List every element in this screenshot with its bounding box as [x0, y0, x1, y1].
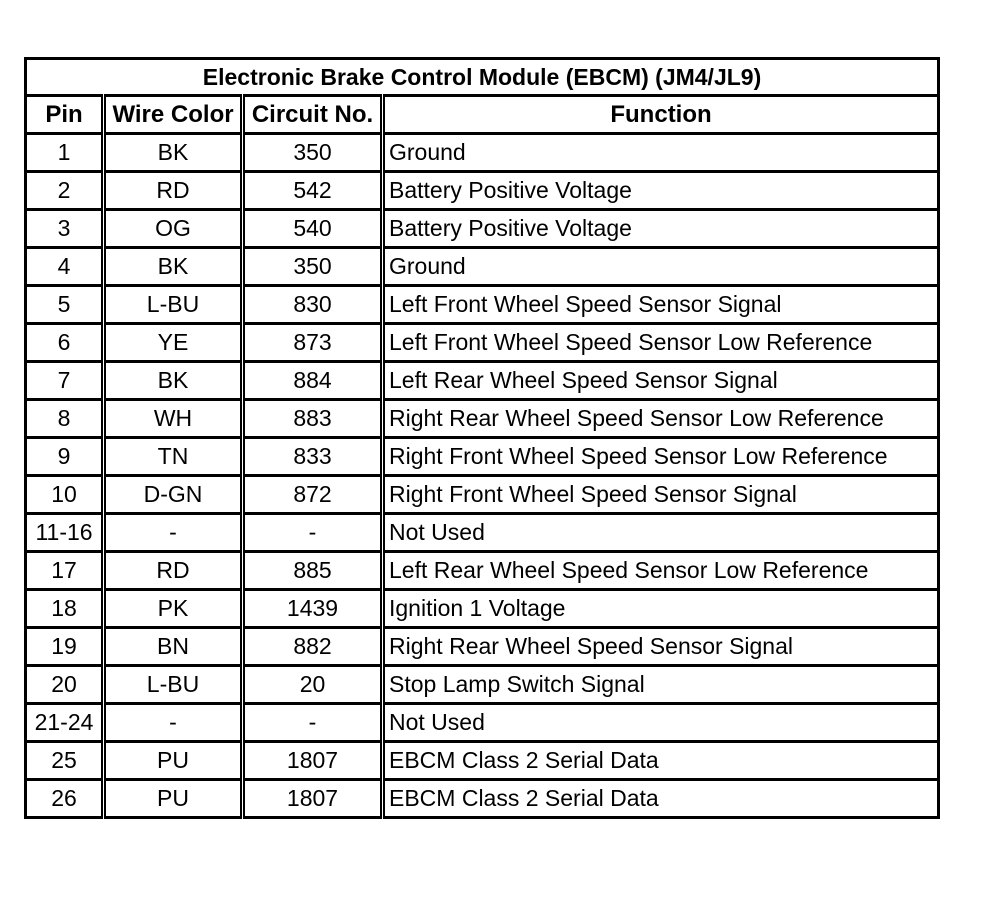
circuit-no-cell: 542: [243, 172, 383, 210]
pin-cell: 11-16: [26, 514, 104, 552]
table-row: [26, 248, 939, 286]
connector-pinout-table: [24, 57, 940, 819]
circuit-no-cell: 873: [243, 324, 383, 362]
header-wire-color: Wire Color: [104, 96, 243, 134]
table-row: [26, 324, 939, 362]
wire-color-cell: PK: [104, 590, 243, 628]
function-cell: Left Front Wheel Speed Sensor Low Reference: [383, 324, 939, 362]
circuit-no-cell: 1439: [243, 590, 383, 628]
wire-color-cell: PU: [104, 742, 243, 780]
table-row: [26, 666, 939, 704]
pin-cell: 17: [26, 552, 104, 590]
pin-cell: 9: [26, 438, 104, 476]
function-cell: Stop Lamp Switch Signal: [383, 666, 939, 704]
function-cell: Right Rear Wheel Speed Sensor Signal: [383, 628, 939, 666]
pin-cell: 8: [26, 400, 104, 438]
circuit-no-cell: 830: [243, 286, 383, 324]
wire-color-cell: RD: [104, 172, 243, 210]
circuit-no-cell: -: [243, 704, 383, 742]
function-cell: Not Used: [383, 704, 939, 742]
wire-color-cell: BN: [104, 628, 243, 666]
table-row: [26, 742, 939, 780]
table-title: Electronic Brake Control Module (EBCM) (JM4/JL9): [26, 59, 939, 96]
function-cell: Right Front Wheel Speed Sensor Low Reference: [383, 438, 939, 476]
circuit-no-cell: 350: [243, 134, 383, 172]
table-row: [26, 552, 939, 590]
wire-color-cell: WH: [104, 400, 243, 438]
pin-cell: 25: [26, 742, 104, 780]
function-cell: Right Front Wheel Speed Sensor Signal: [383, 476, 939, 514]
table-row: [26, 400, 939, 438]
table-row: [26, 780, 939, 818]
function-cell: Left Rear Wheel Speed Sensor Signal: [383, 362, 939, 400]
table-header-row: [26, 96, 939, 134]
wire-color-cell: -: [104, 704, 243, 742]
pin-cell: 2: [26, 172, 104, 210]
pin-cell: 18: [26, 590, 104, 628]
pin-cell: 5: [26, 286, 104, 324]
wire-color-cell: L-BU: [104, 666, 243, 704]
header-pin: Pin: [26, 96, 104, 134]
function-cell: Battery Positive Voltage: [383, 172, 939, 210]
circuit-no-cell: 1807: [243, 742, 383, 780]
circuit-no-cell: -: [243, 514, 383, 552]
wire-color-cell: L-BU: [104, 286, 243, 324]
wire-color-cell: YE: [104, 324, 243, 362]
header-function: Function: [383, 96, 939, 134]
circuit-no-cell: 540: [243, 210, 383, 248]
circuit-no-cell: 885: [243, 552, 383, 590]
pin-cell: 26: [26, 780, 104, 818]
pin-cell: 3: [26, 210, 104, 248]
table-row: [26, 362, 939, 400]
header-circuit-no: Circuit No.: [243, 96, 383, 134]
function-cell: Ignition 1 Voltage: [383, 590, 939, 628]
pin-cell: 1: [26, 134, 104, 172]
function-cell: EBCM Class 2 Serial Data: [383, 780, 939, 818]
pin-cell: 19: [26, 628, 104, 666]
circuit-no-cell: 884: [243, 362, 383, 400]
wire-color-cell: BK: [104, 362, 243, 400]
function-cell: Left Rear Wheel Speed Sensor Low Reference: [383, 552, 939, 590]
table-title-row: [26, 59, 939, 96]
pin-cell: 20: [26, 666, 104, 704]
wire-color-cell: BK: [104, 134, 243, 172]
function-cell: Left Front Wheel Speed Sensor Signal: [383, 286, 939, 324]
pin-cell: 4: [26, 248, 104, 286]
function-cell: EBCM Class 2 Serial Data: [383, 742, 939, 780]
function-cell: Battery Positive Voltage: [383, 210, 939, 248]
wire-color-cell: OG: [104, 210, 243, 248]
function-cell: Ground: [383, 134, 939, 172]
wire-color-cell: RD: [104, 552, 243, 590]
pin-cell: 6: [26, 324, 104, 362]
wire-color-cell: PU: [104, 780, 243, 818]
pin-cell: 21-24: [26, 704, 104, 742]
table-row: [26, 438, 939, 476]
function-cell: Ground: [383, 248, 939, 286]
function-cell: Right Rear Wheel Speed Sensor Low Reference: [383, 400, 939, 438]
circuit-no-cell: 883: [243, 400, 383, 438]
table-row: [26, 172, 939, 210]
wire-color-cell: BK: [104, 248, 243, 286]
table-row: [26, 476, 939, 514]
table-row: [26, 704, 939, 742]
wire-color-cell: TN: [104, 438, 243, 476]
table-row: [26, 286, 939, 324]
wire-color-cell: -: [104, 514, 243, 552]
circuit-no-cell: 882: [243, 628, 383, 666]
pin-cell: 7: [26, 362, 104, 400]
table-row: [26, 210, 939, 248]
circuit-no-cell: 1807: [243, 780, 383, 818]
circuit-no-cell: 20: [243, 666, 383, 704]
circuit-no-cell: 833: [243, 438, 383, 476]
circuit-no-cell: 872: [243, 476, 383, 514]
wire-color-cell: D-GN: [104, 476, 243, 514]
circuit-no-cell: 350: [243, 248, 383, 286]
table-row: [26, 134, 939, 172]
table-row: [26, 514, 939, 552]
table-row: [26, 628, 939, 666]
table-row: [26, 590, 939, 628]
function-cell: Not Used: [383, 514, 939, 552]
pin-cell: 10: [26, 476, 104, 514]
table-body: [26, 134, 939, 818]
